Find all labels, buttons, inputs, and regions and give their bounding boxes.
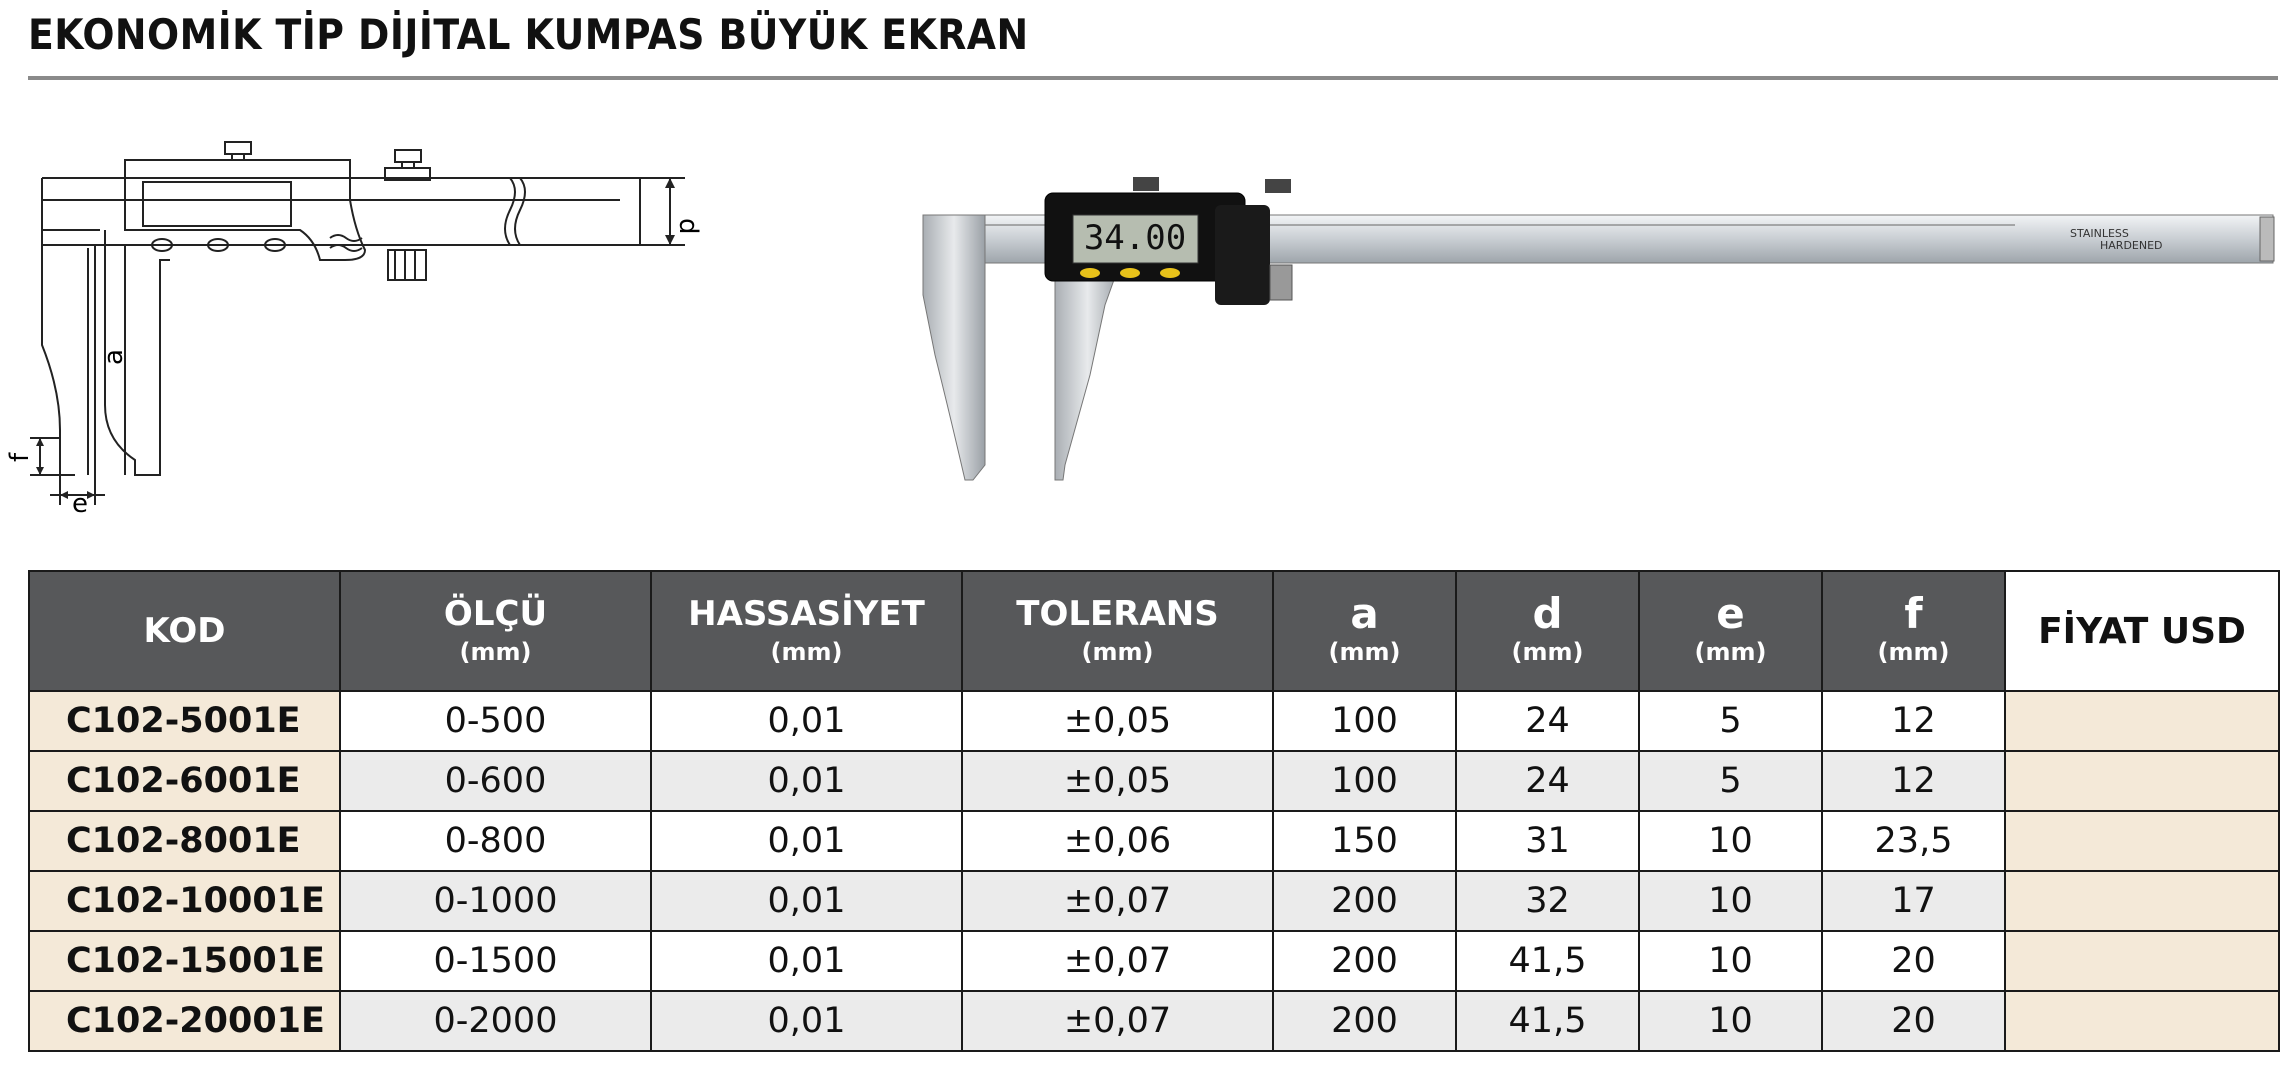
title-divider [28,76,2278,80]
caliper-product-photo [915,165,2285,490]
cell-f: 20 [1822,931,2005,991]
cell-kod: C102-8001E [29,811,340,871]
header-e: e (mm) [1639,571,1822,691]
cell-fiyat-usd [2005,991,2279,1051]
header-kod: KOD [29,571,340,691]
header-f: f (mm) [1822,571,2005,691]
cell-olcu: 0-2000 [340,991,651,1051]
cell-a: 200 [1273,991,1456,1051]
cell-olcu: 0-1500 [340,931,651,991]
cell-e: 5 [1639,751,1822,811]
table-row [29,991,2279,1051]
table-row [29,931,2279,991]
table-header-row [29,571,2279,691]
cell-tolerans: ±0,06 [962,811,1273,871]
cell-d: 41,5 [1456,991,1639,1051]
cell-olcu: 0-1000 [340,871,651,931]
header-d: d (mm) [1456,571,1639,691]
cell-fiyat-usd [2005,811,2279,871]
cell-e: 10 [1639,871,1822,931]
header-olcu: ÖLÇÜ (mm) [340,571,651,691]
header-fiyat-usd: FİYAT USD [2005,571,2279,691]
cell-tolerans: ±0,07 [962,871,1273,931]
cell-tolerans: ±0,05 [962,691,1273,751]
cell-d: 24 [1456,751,1639,811]
cell-f: 12 [1822,691,2005,751]
cell-e: 10 [1639,991,1822,1051]
cell-e: 10 [1639,931,1822,991]
cell-hassasiyet: 0,01 [651,931,962,991]
cell-a: 100 [1273,751,1456,811]
cell-a: 200 [1273,871,1456,931]
cell-d: 41,5 [1456,931,1639,991]
cell-f: 20 [1822,991,2005,1051]
engraving-stainless: STAINLESS [2070,227,2129,240]
cell-hassasiyet: 0,01 [651,991,962,1051]
cell-olcu: 0-500 [340,691,651,751]
cell-olcu: 0-800 [340,811,651,871]
cell-fiyat-usd [2005,691,2279,751]
cell-olcu: 0-600 [340,751,651,811]
cell-hassasiyet: 0,01 [651,751,962,811]
cell-e: 5 [1639,691,1822,751]
table-row [29,751,2279,811]
cell-tolerans: ±0,07 [962,931,1273,991]
cell-f: 23,5 [1822,811,2005,871]
table-row [29,811,2279,871]
cell-a: 100 [1273,691,1456,751]
cell-fiyat-usd [2005,931,2279,991]
table-row [29,691,2279,751]
cell-e: 10 [1639,811,1822,871]
cell-d: 31 [1456,811,1639,871]
cell-fiyat-usd [2005,871,2279,931]
cell-a: 150 [1273,811,1456,871]
cell-hassasiyet: 0,01 [651,691,962,751]
dimension-label-f: f [5,452,35,462]
cell-hassasiyet: 0,01 [651,811,962,871]
cell-d: 24 [1456,691,1639,751]
cell-kod: C102-6001E [29,751,340,811]
header-a: a (mm) [1273,571,1456,691]
cell-a: 200 [1273,931,1456,991]
cell-kod: C102-20001E [29,991,340,1051]
specification-table [28,570,2280,1052]
lcd-reading: 34.00 [1083,218,1187,258]
engraving-hardened: HARDENED [2100,239,2163,252]
cell-tolerans: ±0,05 [962,751,1273,811]
cell-kod: C102-5001E [29,691,340,751]
cell-d: 32 [1456,871,1639,931]
dimension-label-d: d [673,218,703,235]
cell-tolerans: ±0,07 [962,991,1273,1051]
dimension-label-e: e [72,489,88,519]
dimension-label-a: a [99,349,129,365]
header-tolerans: TOLERANS (mm) [962,571,1273,691]
cell-hassasiyet: 0,01 [651,871,962,931]
cell-f: 17 [1822,871,2005,931]
cell-kod: C102-15001E [29,931,340,991]
caliper-technical-drawing [5,120,703,520]
cell-kod: C102-10001E [29,871,340,931]
header-hassasiyet: HASSASİYET (mm) [651,571,962,691]
page-title: EKONOMİK TİP DİJİTAL KUMPAS BÜYÜK EKRAN [28,10,1029,59]
cell-fiyat-usd [2005,751,2279,811]
table-row [29,871,2279,931]
cell-f: 12 [1822,751,2005,811]
